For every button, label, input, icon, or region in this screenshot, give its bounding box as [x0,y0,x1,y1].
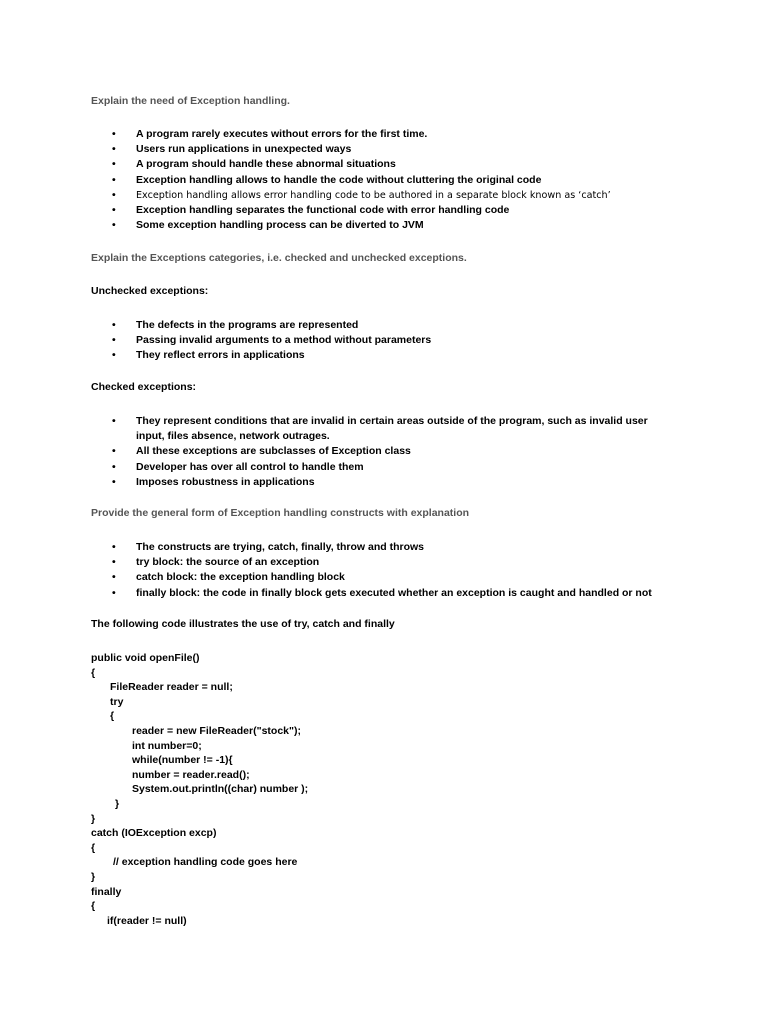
code-line: System.out.println((char) number ); [132,783,309,796]
list-item: • Exception handling allows to handle the code without cluttering the original code [0,173,768,188]
list-item: • Users run applications in unexpected ways [0,142,768,157]
code-block [91,651,308,928]
code-line: int number=0; [132,739,202,752]
question-2: Explain the Exceptions categories, i.e. checked and unchecked exceptions. [91,252,467,264]
bullet-icon: • [112,143,116,156]
code-line: finally [91,885,122,898]
bullet-icon: • [112,541,116,553]
bullet-icon: • [112,158,116,171]
bullet-icon: • [112,556,116,569]
list-item: • They represent conditions that are invalid in certain areas outside of the program, such as invalid user input, files absence, network outrages. [112,415,648,443]
list-item: • A program should handle these abnormal situations [0,157,768,172]
need-list [0,127,768,233]
list-item: • Developer has over all control to handle them [0,460,768,475]
bullet-icon: • [112,415,116,427]
bullet-icon: • [112,460,116,473]
code-line: } [91,870,96,883]
list-item: • The defects in the programs are represented [0,318,768,333]
code-line: try [110,695,124,708]
list-item: • Exception handling allows error handling code to be authored in a separate block known as ‘catch’ [0,188,768,203]
list-item: • All these exceptions are subclasses of Exception class [0,444,768,459]
code-line: { [91,666,96,679]
bullet-icon: • [112,188,116,201]
bullet-icon: • [112,204,116,217]
code-line: } [115,797,120,810]
code-line: { [91,841,96,854]
code-line: { [110,710,115,723]
code-line: // exception handling code goes here [113,856,298,869]
question-3: Provide the general form of Exception handling constructs with explanation [91,507,470,519]
code-line: FileReader reader = null; [110,681,233,694]
list-item: • A program rarely executes without errors for the first time. [0,127,768,142]
bullet-icon: • [112,334,116,347]
list-item: • finally block: the code in finally block gets executed whether an exception is caught and handled or not [0,586,768,601]
bullet-icon: • [112,586,116,599]
checked-list [0,414,768,490]
bullet-icon: • [112,128,116,140]
list-item: • They reflect errors in applications [0,348,768,363]
bullet-icon: • [112,445,116,458]
list-item: • catch block: the exception handling block [0,570,768,585]
constructs-list [0,540,768,601]
code-line: public void openFile() [91,652,200,664]
code-line: } [91,812,96,825]
list-item: • try block: the source of an exception [0,555,768,570]
code-intro: The following code illustrates the use of try, catch and finally [91,618,395,630]
code-line: while(number != -1){ [132,754,233,767]
question-1: Explain the need of Exception handling. [91,95,290,107]
list-item: • Exception handling separates the functional code with error handling code [0,203,768,218]
code-line: number = reader.read(); [132,768,250,781]
code-line: if(reader != null) [107,914,187,927]
unchecked-list [0,318,768,364]
list-item: • Passing invalid arguments to a method without parameters [0,333,768,348]
unchecked-heading: Unchecked exceptions: [91,285,209,297]
list-item: • The constructs are trying, catch, finally, throw and throws [0,540,768,555]
list-item: • Some exception handling process can be diverted to JVM [0,218,768,233]
bullet-icon: • [112,319,116,331]
bullet-icon: • [112,173,116,186]
bullet-icon: • [112,571,116,584]
list-item: • Imposes robustness in applications [0,475,768,490]
code-line: { [91,900,96,913]
checked-heading: Checked exceptions: [91,381,197,393]
bullet-icon: • [112,219,116,232]
bullet-icon: • [112,475,116,488]
bullet-icon: • [112,349,116,362]
code-line: catch (IOException excp) [91,827,217,840]
code-line: reader = new FileReader("stock"); [132,724,301,737]
